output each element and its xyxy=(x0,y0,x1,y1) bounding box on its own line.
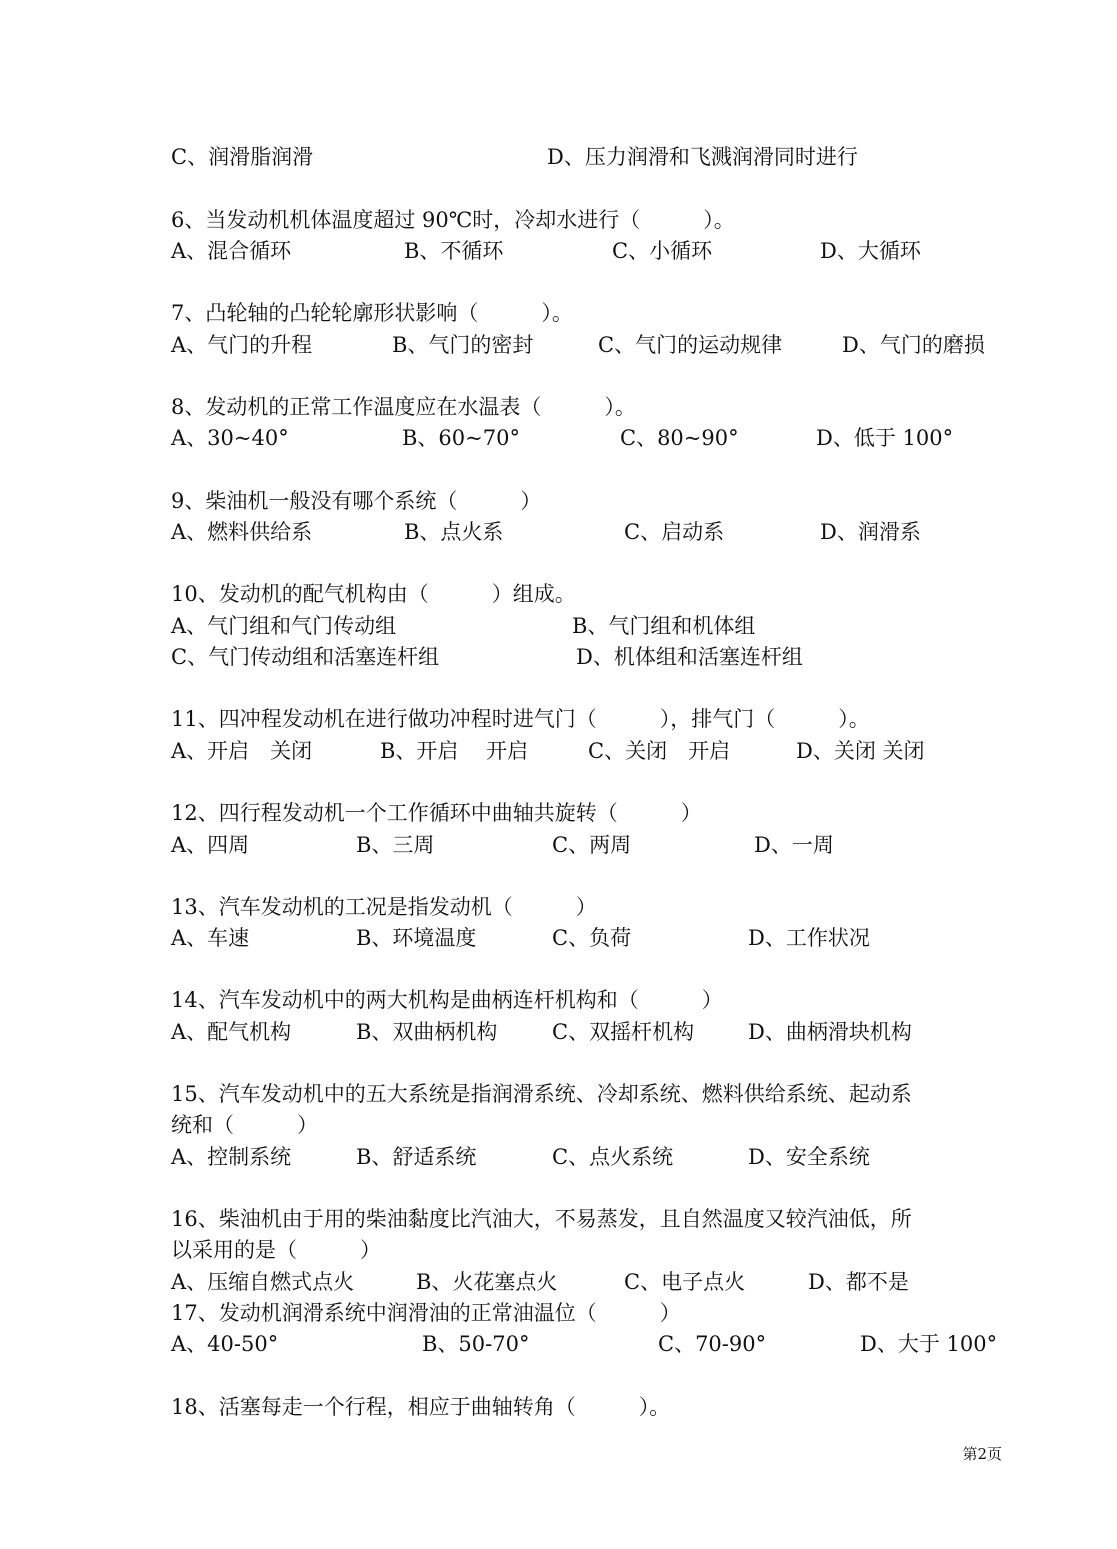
option-a: A、混合循环 xyxy=(171,239,292,263)
question-stem: 8、发动机的正常工作温度应在水温表（ ）。 xyxy=(171,395,636,419)
options-row xyxy=(171,517,1007,547)
option-b: B、三周 xyxy=(356,833,435,857)
option-b: B、双曲柄机构 xyxy=(356,1020,498,1044)
option-b: B、火花塞点火 xyxy=(416,1270,558,1294)
options-row xyxy=(171,923,1007,953)
option-d: D、关闭 关闭 xyxy=(796,739,925,763)
option-a: A、车速 xyxy=(171,926,250,950)
option-d: D、机体组和活塞连杆组 xyxy=(576,645,803,669)
option-c: C、两周 xyxy=(552,833,632,857)
options-row xyxy=(171,642,1007,672)
option-a: A、压缩自燃式点火 xyxy=(171,1270,355,1294)
option-c: C、启动系 xyxy=(624,520,725,544)
option-d: D、安全系统 xyxy=(748,1145,870,1169)
question-stem-continued: 以采用的是（ ） xyxy=(171,1238,381,1262)
option-c: C、关闭 开启 xyxy=(588,739,731,763)
options-row xyxy=(171,236,1007,266)
question-stem: 10、发动机的配气机构由（ ）组成。 xyxy=(171,582,576,606)
question-stem: 7、凸轮轴的凸轮轮廓形状影响（ ）。 xyxy=(171,301,573,325)
option-c: C、电子点火 xyxy=(624,1270,746,1294)
option-a: A、40-50° xyxy=(171,1332,279,1356)
option-d: D、工作状况 xyxy=(748,926,870,950)
option-d: D、大循环 xyxy=(820,239,921,263)
option-c: C、80~90° xyxy=(620,426,739,450)
options-row xyxy=(171,423,1007,453)
option-a: A、控制系统 xyxy=(171,1145,292,1169)
question-stem: 15、汽车发动机中的五大系统是指润滑系统、冷却系统、燃料供给系统、起动系 xyxy=(171,1082,912,1106)
option-c: C、润滑脂润滑 xyxy=(171,145,314,169)
page-number: 第2页 xyxy=(962,1445,1002,1463)
option-d: D、一周 xyxy=(754,833,834,857)
question-stem: 9、柴油机一般没有哪个系统（ ） xyxy=(171,489,542,513)
question-stem: 6、当发动机机体温度超过 90℃时，冷却水进行（ ）。 xyxy=(171,208,735,232)
option-c: C、小循环 xyxy=(612,239,713,263)
option-c: C、双摇杆机构 xyxy=(552,1020,695,1044)
option-c: C、气门传动组和活塞连杆组 xyxy=(171,645,440,669)
option-b: B、气门的密封 xyxy=(392,333,534,357)
option-a: A、配气机构 xyxy=(171,1020,292,1044)
option-a: A、气门组和气门传动组 xyxy=(171,614,397,638)
option-d: D、大于 100° xyxy=(860,1332,998,1356)
question-stem-continued: 统和（ ） xyxy=(171,1113,318,1137)
option-c: C、点火系统 xyxy=(552,1145,674,1169)
option-b: B、气门组和机体组 xyxy=(572,614,756,638)
question-stem: 11、四冲程发动机在进行做功冲程时进气门（ ），排气门（ ）。 xyxy=(171,707,870,731)
question-stem: 14、汽车发动机中的两大机构是曲柄连杆机构和（ ） xyxy=(171,988,723,1012)
option-a: A、30~40° xyxy=(171,426,289,450)
option-d: D、压力润滑和飞溅润滑同时进行 xyxy=(547,145,858,169)
option-b: B、50-70° xyxy=(422,1332,530,1356)
option-c: C、气门的运动规律 xyxy=(598,333,783,357)
question-stem: 17、发动机润滑系统中润滑油的正常油温位（ ） xyxy=(171,1301,681,1325)
options-row xyxy=(171,736,1007,766)
option-b: B、舒适系统 xyxy=(356,1145,477,1169)
option-a: A、气门的升程 xyxy=(171,333,313,357)
options-row xyxy=(171,1329,1007,1359)
options-row xyxy=(171,611,1007,641)
options-row xyxy=(171,1017,1007,1047)
question-stem: 12、四行程发动机一个工作循环中曲轴共旋转（ ） xyxy=(171,801,702,825)
options-row xyxy=(171,330,1007,360)
option-b: B、点火系 xyxy=(404,520,504,544)
option-a: A、开启 关闭 xyxy=(171,739,313,763)
option-d: D、润滑系 xyxy=(820,520,921,544)
option-c: C、负荷 xyxy=(552,926,632,950)
option-d: D、低于 100° xyxy=(816,426,954,450)
options-row xyxy=(171,1267,1007,1297)
question-stem: 18、活塞每走一个行程，相应于曲轴转角（ ）。 xyxy=(171,1395,671,1419)
option-b: B、60~70° xyxy=(402,426,520,450)
option-b: B、开启 开启 xyxy=(380,739,529,763)
option-b: B、不循环 xyxy=(404,239,504,263)
option-b: B、环境温度 xyxy=(356,926,477,950)
option-d: D、曲柄滑块机构 xyxy=(748,1020,912,1044)
options-row xyxy=(171,1142,1007,1172)
question-stem: 16、柴油机由于用的柴油黏度比汽油大，不易蒸发，且自然温度又较汽油低，所 xyxy=(171,1207,912,1231)
option-a: A、燃料供给系 xyxy=(171,520,313,544)
option-c: C、70-90° xyxy=(658,1332,767,1356)
options-row xyxy=(171,830,1007,860)
option-d: D、气门的磨损 xyxy=(842,333,985,357)
option-a: A、四周 xyxy=(171,833,250,857)
lead-options-row xyxy=(171,142,1007,172)
option-d: D、都不是 xyxy=(808,1270,909,1294)
question-stem: 13、汽车发动机的工况是指发动机（ ） xyxy=(171,895,597,919)
